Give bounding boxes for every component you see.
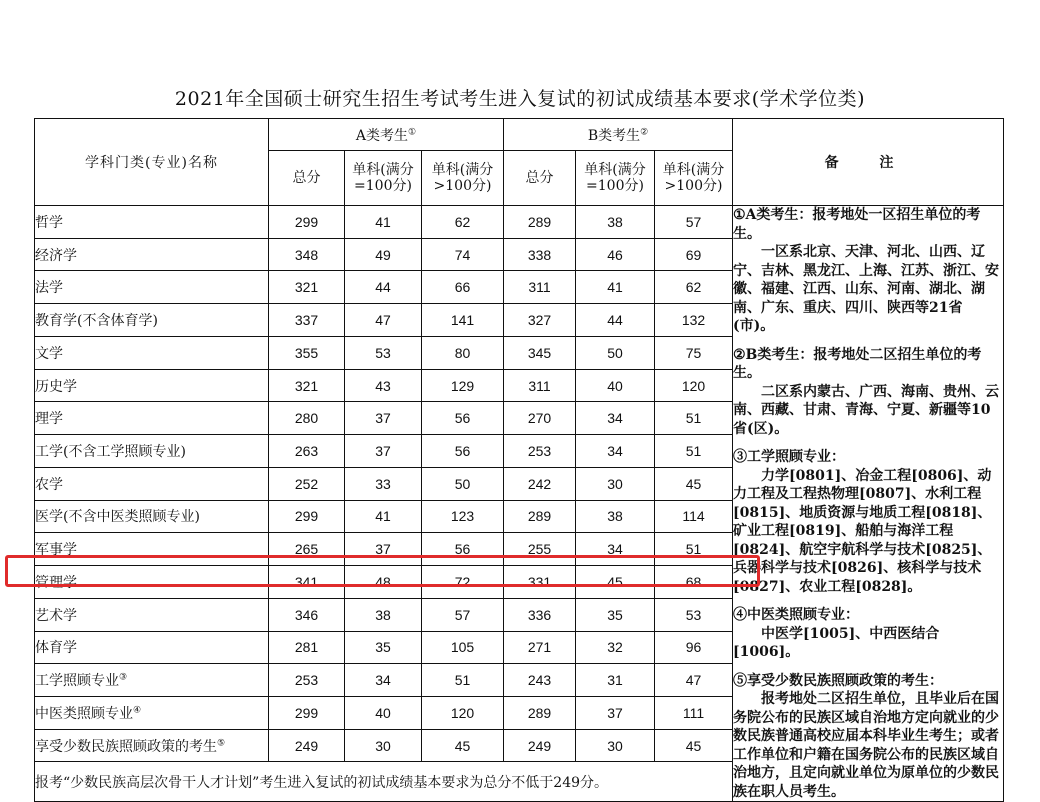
- score-a-total: 346: [269, 598, 345, 631]
- score-b-s2: 53: [655, 598, 733, 631]
- score-b-s2: 57: [655, 206, 733, 239]
- score-b-s2: 114: [655, 500, 733, 533]
- score-a-total: 355: [269, 336, 345, 369]
- note-body: 力学[0801]、冶金工程[0806]、动力工程及工程热物理[0807]、水利工程[0815]、地质资源与地质工程[0818]、矿业工程[0819]、船舶与海洋工程[0824]、航空宇航科学与技术[0825]、兵器科学与技术[0826]、核科学与技术[0827]、农业工程[0828]。: [733, 467, 992, 595]
- group-b-header: [504, 119, 733, 151]
- subject-name-text: 体育学: [35, 640, 77, 657]
- score-b-total: 336: [504, 598, 576, 631]
- note-body: 中医学[1005]、中西医结合[1006]。: [733, 625, 940, 660]
- score-b-total: 271: [504, 631, 576, 664]
- score-b-s2: 68: [655, 566, 733, 599]
- score-a-total: 321: [269, 271, 345, 304]
- subject-name: [35, 664, 269, 697]
- score-a-s1: 37: [345, 402, 422, 435]
- note-body: 报考地处二区招生单位，且毕业后在国务院公布的民族区域自治地方定向就业的少数民族普通高校应届本科毕业生考生；或者工作单位和户籍在国务院公布的民族区域自治地方，且定向就业单位为原单位的少数民族在职人员考生。: [733, 691, 999, 800]
- score-a-s1: 44: [345, 271, 422, 304]
- score-b-s2: 51: [655, 533, 733, 566]
- score-b-s2: 132: [655, 304, 733, 337]
- subject-name-text: 哲学: [35, 214, 63, 231]
- score-b-s2: 51: [655, 402, 733, 435]
- score-a-s1: 33: [345, 467, 422, 500]
- score-b-total: 331: [504, 566, 576, 599]
- subject-name: [35, 336, 269, 369]
- subject-name: [35, 304, 269, 337]
- subject-name-text: 经济学: [35, 247, 77, 264]
- score-a-total: 252: [269, 467, 345, 500]
- score-a-s1: 49: [345, 238, 422, 271]
- score-table: [34, 118, 1004, 802]
- score-a-s1: 43: [345, 369, 422, 402]
- subject-name-text: 医学(不含中医类照顾专业): [35, 509, 200, 526]
- score-a-s2: 45: [422, 729, 504, 762]
- score-b-s1: 45: [576, 566, 655, 599]
- score-b-s2: 47: [655, 664, 733, 697]
- score-a-s2: 57: [422, 598, 504, 631]
- subject-name: [35, 631, 269, 664]
- score-b-total: 253: [504, 435, 576, 468]
- subject-name: [35, 271, 269, 304]
- score-a-s1: 48: [345, 566, 422, 599]
- score-b-s1: 34: [576, 435, 655, 468]
- score-a-s2: 80: [422, 336, 504, 369]
- score-b-s1: 41: [576, 271, 655, 304]
- subject-name: [35, 402, 269, 435]
- score-a-s2: 66: [422, 271, 504, 304]
- score-b-s2: 62: [655, 271, 733, 304]
- score-b-s1: 50: [576, 336, 655, 369]
- score-b-s1: 37: [576, 697, 655, 730]
- score-a-s2: 141: [422, 304, 504, 337]
- score-a-total: 341: [269, 566, 345, 599]
- subject-name: [35, 500, 269, 533]
- score-a-s1: 34: [345, 664, 422, 697]
- score-b-s1: 46: [576, 238, 655, 271]
- group-b-label: B类考生: [587, 127, 641, 144]
- subject-name-text: 文学: [35, 345, 63, 362]
- subject-name: [35, 566, 269, 599]
- score-b-s1: 30: [576, 467, 655, 500]
- subject-name-text: 工学照顾专业: [35, 673, 119, 690]
- note-body: 一区系北京、天津、河北、山西、辽宁、吉林、黑龙江、上海、江苏、浙江、安徽、福建、江西、山东、河南、湖北、湖南、广东、重庆、四川、陕西等21省(市)。: [733, 244, 999, 334]
- score-b-s2: 96: [655, 631, 733, 664]
- score-a-total: 280: [269, 402, 345, 435]
- subject-name-text: 艺术学: [35, 607, 77, 624]
- score-b-s2: 75: [655, 336, 733, 369]
- score-a-s1: 37: [345, 533, 422, 566]
- score-b-s1: 32: [576, 631, 655, 664]
- score-a-total: 299: [269, 206, 345, 239]
- score-a-s2: 129: [422, 369, 504, 402]
- score-a-s1: 53: [345, 336, 422, 369]
- score-b-total: 289: [504, 500, 576, 533]
- note-heading: ①A类考生：报考地处一区招生单位的考生。: [733, 207, 981, 242]
- subject-name: [35, 206, 269, 239]
- group-b-footnote-mark: ②: [640, 126, 649, 137]
- score-b-s2: 51: [655, 435, 733, 468]
- score-a-total: 348: [269, 238, 345, 271]
- subject-name: [35, 697, 269, 730]
- score-a-s2: 62: [422, 206, 504, 239]
- subject-name-text: 享受少数民族照顾政策的考生: [35, 738, 217, 755]
- subject-header: 学科门类(专业)名称: [35, 119, 269, 206]
- b-total-header: 总分: [504, 151, 576, 206]
- score-a-s2: 105: [422, 631, 504, 664]
- score-a-s1: 35: [345, 631, 422, 664]
- note-heading: ③工学照顾专业：: [733, 449, 845, 465]
- score-b-total: 270: [504, 402, 576, 435]
- score-a-s1: 41: [345, 500, 422, 533]
- notes-header: 备 注: [733, 119, 1004, 206]
- score-b-s1: 30: [576, 729, 655, 762]
- subject-name: [35, 369, 269, 402]
- score-a-total: 321: [269, 369, 345, 402]
- score-b-total: 243: [504, 664, 576, 697]
- score-b-total: 249: [504, 729, 576, 762]
- score-a-s2: 56: [422, 435, 504, 468]
- note-body: 二区系内蒙古、广西、海南、贵州、云南、西藏、甘肃、青海、宁夏、新疆等10省(区)。: [733, 383, 999, 437]
- score-a-s1: 41: [345, 206, 422, 239]
- score-a-total: 337: [269, 304, 345, 337]
- subject-name-text: 工学(不含工学照顾专业): [35, 444, 186, 460]
- subject-name-text: 农学: [35, 476, 63, 493]
- score-a-total: 281: [269, 631, 345, 664]
- score-b-s2: 45: [655, 467, 733, 500]
- score-b-total: 311: [504, 369, 576, 402]
- subject-name: [35, 729, 269, 762]
- group-a-label: A类考生: [355, 127, 409, 144]
- a-single100-header: 单科(满分=100分): [345, 151, 422, 206]
- score-a-s1: 38: [345, 598, 422, 631]
- b-single100-header: 单科(满分=100分): [576, 151, 655, 206]
- a-total-header: 总分: [269, 151, 345, 206]
- score-b-total: 311: [504, 271, 576, 304]
- score-a-s1: 30: [345, 729, 422, 762]
- note-heading: ④中医类照顾专业：: [733, 607, 859, 623]
- score-a-s2: 56: [422, 533, 504, 566]
- score-b-s1: 40: [576, 369, 655, 402]
- score-a-s2: 51: [422, 664, 504, 697]
- score-b-total: 289: [504, 697, 576, 730]
- subject-name: [35, 435, 269, 468]
- score-b-total: 255: [504, 533, 576, 566]
- subject-name: [35, 467, 269, 500]
- subject-name-text: 理学: [35, 411, 63, 428]
- score-a-s2: 56: [422, 402, 504, 435]
- score-b-total: 242: [504, 467, 576, 500]
- a-singleover100-header: 单科(满分>100分): [422, 151, 504, 206]
- group-a-footnote-mark: ①: [408, 126, 417, 137]
- score-b-s1: 34: [576, 402, 655, 435]
- table-row: [35, 206, 1004, 239]
- score-a-s2: 120: [422, 697, 504, 730]
- score-a-total: 299: [269, 500, 345, 533]
- score-b-s1: 38: [576, 500, 655, 533]
- subject-name-text: 历史学: [35, 378, 77, 395]
- score-a-s1: 37: [345, 435, 422, 468]
- score-b-total: 289: [504, 206, 576, 239]
- score-a-s1: 40: [345, 697, 422, 730]
- subject-name-text: 管理学: [35, 574, 77, 591]
- note-heading: ②B类考生：报考地处二区招生单位的考生。: [733, 346, 982, 381]
- b-singleover100-header: 单科(满分>100分): [655, 151, 733, 206]
- notes-cell: [733, 206, 1004, 802]
- score-b-total: 327: [504, 304, 576, 337]
- subject-name-text: 军事学: [35, 542, 77, 559]
- group-a-header: [269, 119, 504, 151]
- page-title: 2021年全国硕士研究生招生考试考生进入复试的初试成绩基本要求(学术学位类): [174, 88, 866, 110]
- score-a-total: 299: [269, 697, 345, 730]
- subject-name-text: 中医类照顾专业: [35, 705, 133, 722]
- score-a-total: 265: [269, 533, 345, 566]
- score-b-s1: 35: [576, 598, 655, 631]
- footnote-mark: ④: [133, 705, 142, 716]
- score-b-s1: 31: [576, 664, 655, 697]
- score-b-s1: 38: [576, 206, 655, 239]
- note-heading: ⑤享受少数民族照顾政策的考生：: [733, 672, 943, 689]
- score-b-s2: 45: [655, 729, 733, 762]
- score-a-s2: 72: [422, 566, 504, 599]
- score-b-s2: 69: [655, 238, 733, 271]
- subject-name: [35, 598, 269, 631]
- subject-name: [35, 533, 269, 566]
- score-a-s2: 123: [422, 500, 504, 533]
- score-b-s1: 44: [576, 304, 655, 337]
- score-a-total: 249: [269, 729, 345, 762]
- subject-name: [35, 238, 269, 271]
- score-a-s1: 47: [345, 304, 422, 337]
- score-a-s2: 74: [422, 238, 504, 271]
- score-a-s2: 50: [422, 467, 504, 500]
- footnote-mark: ③: [119, 672, 128, 683]
- score-b-s2: 120: [655, 369, 733, 402]
- score-a-total: 263: [269, 435, 345, 468]
- score-b-total: 338: [504, 238, 576, 271]
- footer-note: 报考“少数民族高层次骨干人才计划”考生进入复试的初试成绩基本要求为总分不低于249分。: [35, 762, 733, 802]
- subject-name-text: 法学: [35, 280, 63, 297]
- score-b-s1: 34: [576, 533, 655, 566]
- footnote-mark: ⑤: [217, 737, 226, 748]
- score-b-total: 345: [504, 336, 576, 369]
- score-b-s2: 111: [655, 697, 733, 730]
- score-a-total: 253: [269, 664, 345, 697]
- subject-name-text: 教育学(不含体育学): [35, 313, 158, 330]
